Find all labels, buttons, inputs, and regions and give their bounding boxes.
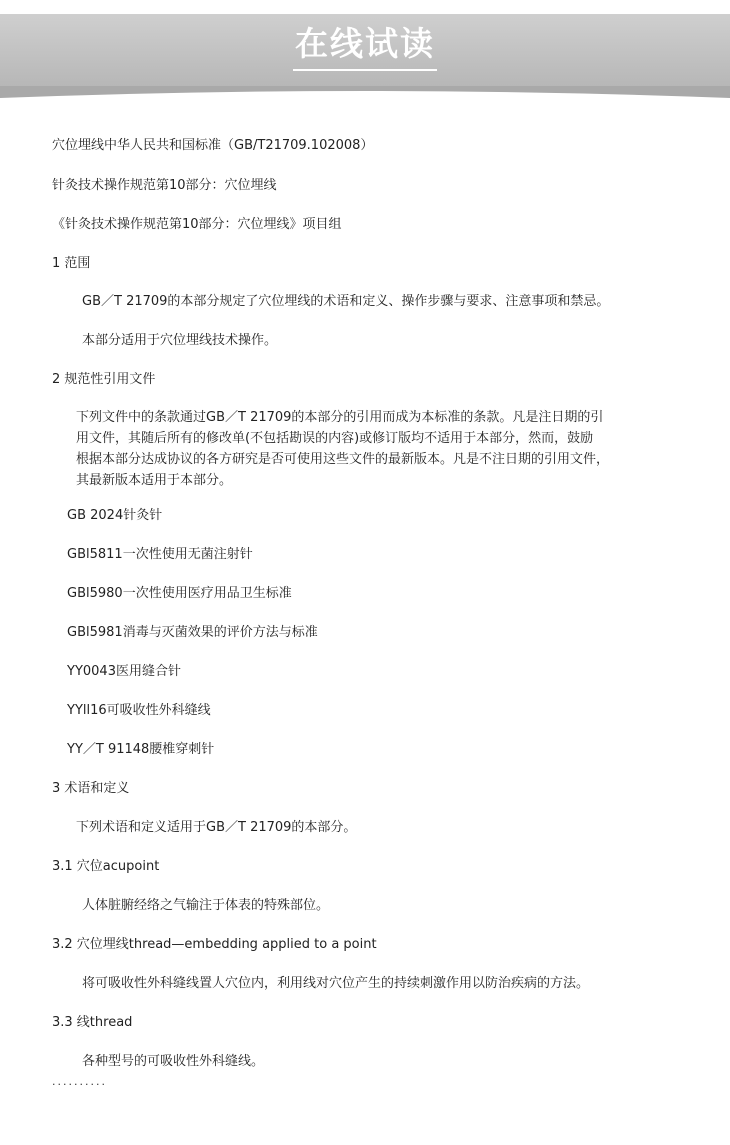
reference-item: GBl5811一次性使用无菌注射针 <box>67 547 253 562</box>
continuation-dots: .......... <box>52 1075 107 1088</box>
paragraph-line: 其最新版本适用于本部分。 <box>76 473 233 488</box>
term-3-2-definition: 将可吸收性外科缝线置人穴位内，利用线对穴位产生的持续刺激作用以防治疾病的方法。 <box>82 976 590 991</box>
banner-curve-shadow <box>0 86 730 98</box>
section-1-heading: 1 范围 <box>52 256 91 271</box>
reference-item: YY0043医用缝合针 <box>67 664 181 679</box>
section-3-intro-text: 下列术语和定义适用于GB／T 21709的本部分。 <box>76 820 357 835</box>
reference-item: GBl5980一次性使用医疗用品卫生标准 <box>67 586 292 601</box>
term-3-3-heading: 3.3 线thread <box>52 1015 133 1030</box>
paragraph-line: 用文件，其随后所有的修改单(不包括勘误的内容)或修订版均不适用于本部分，然而，鼓励 <box>76 431 594 446</box>
banner-title: 在线试读 <box>295 24 435 63</box>
section-1-applicability-text: 本部分适用于穴位埋线技术操作。 <box>82 333 278 348</box>
section-2-paragraph <box>76 407 692 491</box>
reference-item: YYll16可吸收性外科缝线 <box>67 703 211 718</box>
section-2-heading: 2 规范性引用文件 <box>52 372 156 387</box>
reference-item: GBl5981消毒与灭菌效果的评价方法与标准 <box>67 625 318 640</box>
term-3-1-definition: 人体脏腑经络之气输注于体表的特殊部位。 <box>82 898 330 913</box>
section-3-heading: 3 术语和定义 <box>52 781 130 796</box>
banner-title-underline <box>293 69 437 71</box>
term-3-1-heading: 3.1 穴位acupoint <box>52 859 160 874</box>
term-3-2-heading: 3.2 穴位埋线thread—embedding applied to a point <box>52 937 377 952</box>
paragraph-line: 下列文件中的条款通过GB／T 21709的本部分的引用而成为本标准的条款。凡是注日期的引 <box>76 410 604 425</box>
project-group-line: 《针灸技术操作规范第10部分：穴位埋线》项目组 <box>52 217 342 232</box>
standard-title-line: 穴位埋线中华人民共和国标准（GB/T21709.102008） <box>52 138 374 153</box>
paragraph-line: 根据本部分达成协议的各方研究是否可使用这些文件的最新版本。凡是不注日期的引用文件， <box>76 452 610 467</box>
term-3-3-definition: 各种型号的可吸收性外科缝线。 <box>82 1054 265 1069</box>
reference-item: YY／T 91148腰椎穿刺针 <box>67 742 215 757</box>
section-1-scope-text: GB／T 21709的本部分规定了穴位埋线的术语和定义、操作步骤与要求、注意事项和禁忌。 <box>82 294 610 309</box>
document-title-line: 针灸技术操作规范第10部分：穴位埋线 <box>52 178 277 193</box>
reference-item: GB 2024针灸针 <box>67 508 163 523</box>
